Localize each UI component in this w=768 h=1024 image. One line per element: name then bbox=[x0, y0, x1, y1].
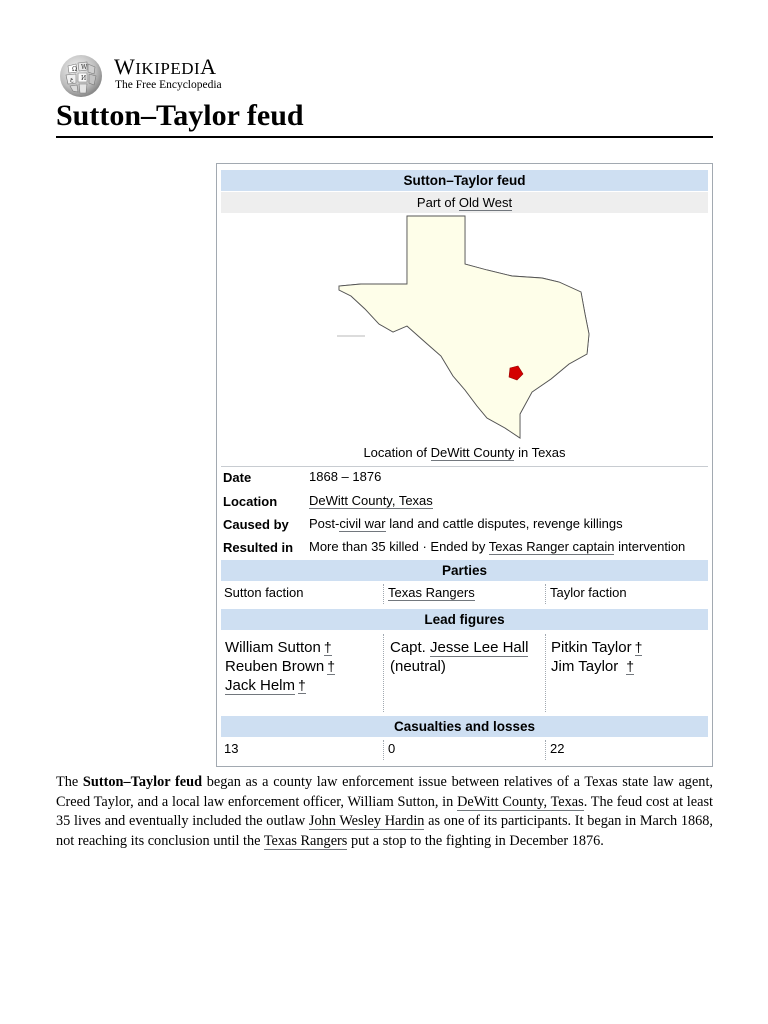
dagger-icon[interactable]: † bbox=[634, 639, 643, 655]
jack-helm-link[interactable]: Jack Helm bbox=[225, 677, 296, 694]
casualties-divider-2 bbox=[545, 740, 546, 760]
casualties-taylor: 22 bbox=[550, 741, 565, 756]
party-sutton: Sutton faction bbox=[224, 585, 304, 600]
intro-text-a: The bbox=[56, 774, 83, 790]
texas-rangers-link[interactable]: Texas Rangers bbox=[263, 832, 348, 849]
lead-jack-helm bbox=[225, 676, 306, 695]
resulted-in-value bbox=[309, 539, 685, 555]
casualties-rangers: 0 bbox=[388, 741, 396, 756]
lead-pitkin-taylor bbox=[551, 638, 642, 657]
intro-bold-title: Sutton–Taylor feud bbox=[82, 774, 203, 790]
party-rangers bbox=[388, 585, 475, 601]
wordmark-final: A bbox=[200, 54, 217, 79]
article-intro-paragraph bbox=[56, 773, 713, 851]
dewitt-county-texas-link[interactable]: DeWitt County, Texas bbox=[457, 793, 584, 810]
site-wordmark[interactable] bbox=[114, 56, 217, 80]
infobox-separator bbox=[221, 466, 708, 467]
site-header bbox=[56, 52, 356, 98]
lead-reuben-brown bbox=[225, 657, 335, 676]
casualties-heading: Casualties and losses bbox=[221, 716, 708, 737]
dagger-icon[interactable]: † bbox=[327, 658, 336, 674]
lead-jim-taylor bbox=[551, 657, 634, 676]
lead-jesse-lee-hall bbox=[390, 638, 528, 657]
parties-divider-2 bbox=[545, 584, 546, 604]
william-sutton-name: William Sutton bbox=[225, 639, 321, 656]
infobox-part-of bbox=[221, 192, 708, 213]
title-divider bbox=[56, 136, 713, 138]
intro-text-d: as one of its participants. It began in March 1868, not reaching its conclusion until the bbox=[56, 813, 713, 849]
wikipedia-globe-icon[interactable] bbox=[56, 52, 106, 98]
site-tagline: The Free Encyclopedia bbox=[115, 79, 222, 91]
date-value: 1868 – 1876 bbox=[309, 469, 382, 484]
caused-by-value bbox=[309, 516, 623, 532]
pitkin-taylor-name: Pitkin Taylor bbox=[551, 639, 632, 656]
texas-locator-map[interactable] bbox=[337, 214, 592, 444]
parties-divider-1 bbox=[383, 584, 384, 604]
intro-text-c: . The feud cost at least 35 lives and eventually included the outlaw bbox=[56, 793, 713, 830]
jesse-lee-hall-link[interactable]: Jesse Lee Hall bbox=[430, 639, 529, 656]
caused-suffix: land and cattle disputes, revenge killings bbox=[385, 516, 623, 531]
dewitt-county-link[interactable]: DeWitt County bbox=[430, 445, 515, 460]
svg-text:ع: ع bbox=[70, 76, 74, 83]
map-caption-suffix: in Texas bbox=[514, 445, 566, 460]
page-title: Sutton–Taylor feud bbox=[56, 99, 304, 132]
old-west-link[interactable]: Old West bbox=[458, 195, 513, 210]
casualties-sutton: 13 bbox=[224, 741, 239, 756]
svg-text:И: И bbox=[81, 75, 87, 82]
map-caption bbox=[221, 445, 708, 461]
dagger-icon[interactable]: † bbox=[626, 658, 635, 674]
casualties-divider-1 bbox=[383, 740, 384, 760]
party-taylor: Taylor faction bbox=[550, 585, 627, 600]
capt-prefix: Capt. bbox=[390, 639, 431, 656]
wordmark-initial: W bbox=[114, 54, 136, 79]
caused-by-label: Caused by bbox=[223, 517, 289, 532]
parties-heading: Parties bbox=[221, 560, 708, 581]
lead-divider-1 bbox=[383, 634, 384, 712]
intro-text-e: put a stop to the fighting in December 1876. bbox=[347, 832, 604, 849]
dagger-icon[interactable]: † bbox=[323, 639, 332, 655]
john-wesley-hardin-link[interactable]: John Wesley Hardin bbox=[308, 813, 425, 830]
location-link[interactable]: DeWitt County, Texas bbox=[309, 493, 433, 508]
texas-rangers-party-link[interactable]: Texas Rangers bbox=[388, 585, 475, 600]
date-label: Date bbox=[223, 470, 252, 485]
location-label: Location bbox=[223, 494, 278, 509]
lead-figures-heading: Lead figures bbox=[221, 609, 708, 630]
infobox bbox=[216, 163, 713, 767]
jim-taylor-name: Jim Taylor bbox=[551, 658, 619, 675]
wordmark-middle: IKIPEDI bbox=[135, 59, 201, 78]
part-of-prefix: Part of bbox=[416, 195, 459, 210]
svg-text:W: W bbox=[81, 64, 88, 71]
caused-prefix: Post- bbox=[309, 516, 340, 531]
infobox-title: Sutton–Taylor feud bbox=[221, 170, 708, 191]
intro-text-b: began as a county law enforcement issue between relatives of a Texas state law agent, Creed Taylor, and a local law enforcement officer, William Sutton, in bbox=[56, 774, 713, 810]
dagger-icon[interactable]: † bbox=[298, 677, 306, 693]
resulted-in-label: Resulted in bbox=[223, 540, 294, 555]
reuben-brown-name: Reuben Brown bbox=[225, 658, 325, 675]
lead-divider-2 bbox=[545, 634, 546, 712]
location-value bbox=[309, 493, 433, 509]
map-caption-prefix: Location of bbox=[363, 445, 431, 460]
lead-william-sutton bbox=[225, 638, 332, 657]
texas-ranger-captain-link[interactable]: Texas Ranger captain bbox=[488, 539, 615, 554]
civil-war-link[interactable]: civil war bbox=[339, 516, 386, 531]
svg-text:Ω: Ω bbox=[72, 66, 77, 73]
resulted-prefix: More than 35 killed · Ended by bbox=[309, 539, 489, 554]
resulted-suffix: intervention bbox=[614, 539, 686, 554]
lead-neutral-note: (neutral) bbox=[390, 658, 446, 675]
